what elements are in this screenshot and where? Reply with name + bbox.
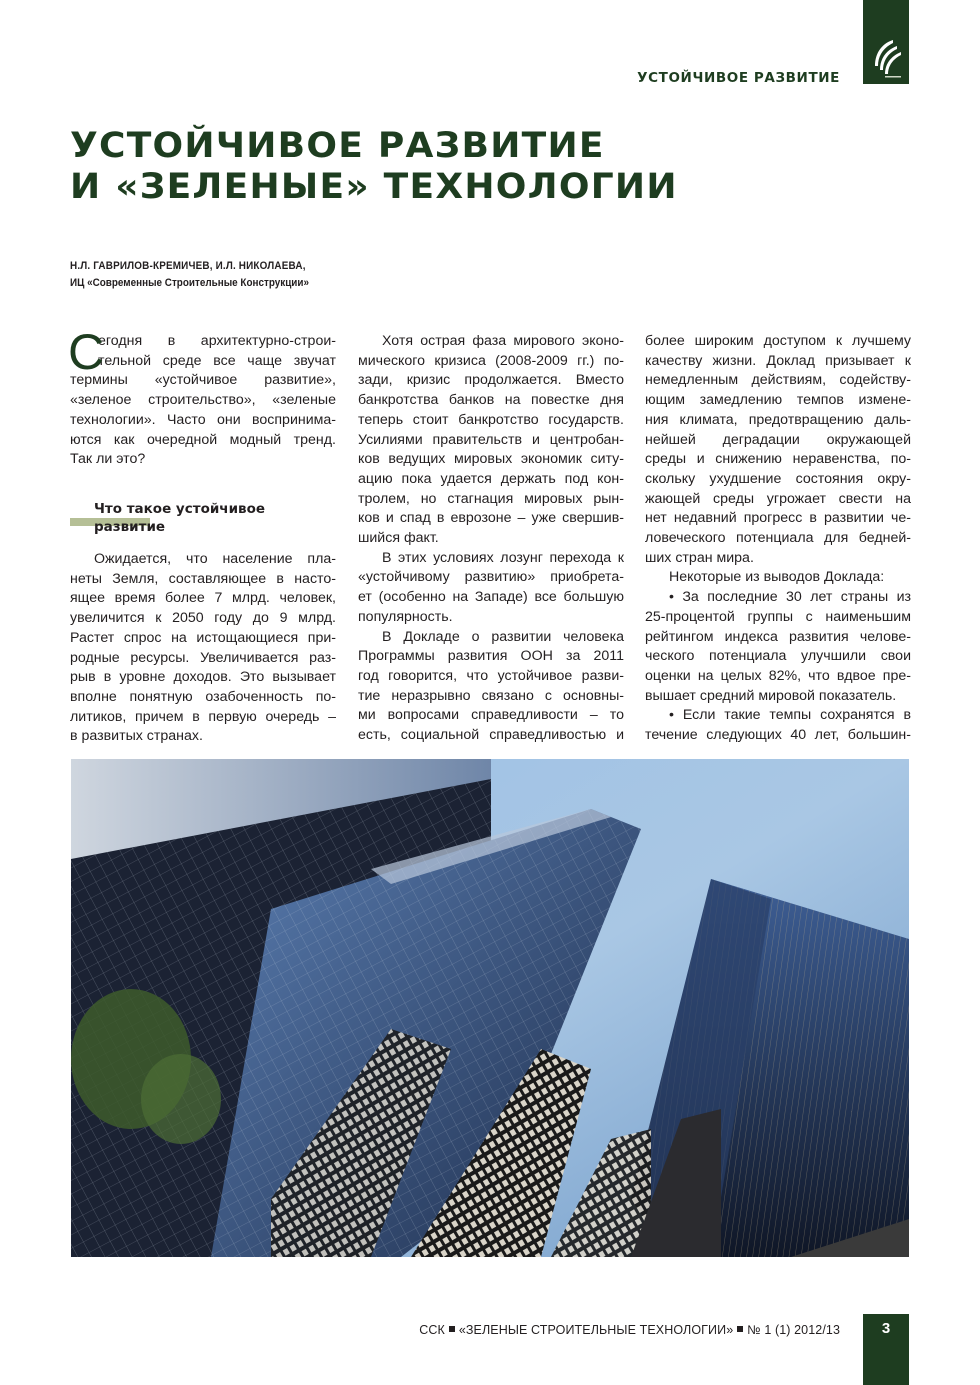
separator-square-icon bbox=[449, 1326, 455, 1332]
text-line: банкротства банков на повестке дня bbox=[358, 392, 624, 409]
text-line: ловеческого потенциала для бедней- bbox=[645, 530, 911, 547]
text-line: Так ли это? bbox=[70, 451, 146, 468]
byline bbox=[70, 258, 309, 292]
text-line: ющим замедлению темпов измене- bbox=[645, 392, 911, 409]
text-line: неты Земля, составляющее в насто- bbox=[70, 570, 336, 587]
separator-square-icon bbox=[737, 1326, 743, 1332]
text-line: технологии». Часто они воспринима- bbox=[70, 411, 336, 428]
text-line: ются как очередной модный тренд. bbox=[70, 431, 336, 448]
text-line: «устойчивому развитию» приобрета- bbox=[358, 569, 624, 586]
subheading bbox=[70, 498, 336, 538]
bullet-line: • Если такие темпы сохранятся в bbox=[669, 707, 911, 724]
text-line: Некоторые из выводов Доклада: bbox=[669, 569, 885, 586]
text-line: Хотя острая фаза мирового эконо- bbox=[382, 333, 624, 349]
text-line: скольку ухудшение состояния окру- bbox=[645, 470, 911, 487]
subheading-line-1: Что такое устойчивое bbox=[94, 501, 265, 517]
text-line: в развитых странах. bbox=[70, 728, 203, 745]
column-1-body bbox=[70, 550, 336, 747]
text-line: течение следующих 40 лет, большин- bbox=[645, 727, 911, 744]
text-line: «зеленое строительство», «зеленые bbox=[70, 392, 336, 409]
intro-paragraph bbox=[68, 324, 336, 470]
text-line: немедленным действиям, содейству- bbox=[645, 372, 911, 389]
text-line: жающей среды угрожает свести на bbox=[645, 490, 911, 507]
text-line: Усилиями правительств и центробан- bbox=[358, 431, 624, 448]
text-line: популярность. bbox=[358, 608, 453, 625]
text-line: нейшей деградации окружающей bbox=[645, 431, 911, 448]
section-tab bbox=[863, 0, 909, 84]
text-line: родные ресурсы. Увеличивается раз- bbox=[70, 649, 336, 666]
text-line: рейтингом индекса развития челове- bbox=[645, 628, 911, 645]
text-line: ческого потенциала улучшили свои bbox=[645, 648, 911, 665]
text-line: В этих условиях лозунг перехода к bbox=[382, 549, 624, 566]
text-line: увеличится к 2050 году до 9 млрд. bbox=[70, 610, 336, 627]
subheading-text bbox=[94, 500, 265, 536]
page-number: 3 bbox=[881, 1320, 891, 1337]
text-line: нет недавний прогресс в развитии че- bbox=[645, 510, 911, 527]
text-line: ящее время более 7 млрд. человек, bbox=[70, 590, 336, 607]
text-line: теперь стоит банкротство государств. bbox=[358, 411, 624, 428]
leaf-wave-logo-icon bbox=[869, 38, 903, 82]
section-label: УСТОЙЧИВОЕ РАЗВИТИЕ bbox=[637, 70, 840, 86]
author-affiliation: ИЦ «Современные Строительные Конструкции» bbox=[70, 277, 309, 289]
footer-publisher: ССК bbox=[419, 1323, 445, 1337]
text-line: Программы развития ООН за 2011 bbox=[358, 648, 624, 665]
title-line-2: И «ЗЕЛЕНЫЕ» ТЕХНОЛОГИИ bbox=[70, 167, 678, 207]
article-title bbox=[70, 126, 678, 208]
text-line: литиков, причем в первую очередь – bbox=[70, 708, 336, 725]
footer-publication-info bbox=[419, 1323, 840, 1337]
text-line: 25-процентой группы с наименьшим bbox=[645, 608, 911, 625]
text-line: тельной среде все чаще звучат bbox=[98, 352, 336, 369]
text-line: ков ведущих мировых экономик ситу- bbox=[358, 451, 624, 468]
column-1-intro bbox=[68, 324, 336, 470]
text-line: ния климата, предотвращению даль- bbox=[645, 411, 911, 428]
text-line: зади, кризис продолжается. Вместо bbox=[358, 372, 624, 389]
text-line: В Докладе о развитии человека bbox=[382, 628, 624, 645]
text-line: ацию пока удается держать под кон- bbox=[358, 470, 624, 487]
text-line: мического кризиса (2008-2009 гг.) по- bbox=[358, 352, 624, 369]
text-line: егодня в архитектурно-строи- bbox=[98, 333, 336, 349]
footer-magazine: «ЗЕЛЕНЫЕ СТРОИТЕЛЬНЫЕ ТЕХНОЛОГИИ» bbox=[458, 1323, 734, 1337]
text-line: тролем, но стагнация мировых рын- bbox=[358, 490, 624, 507]
title-line-1: УСТОЙЧИВОЕ РАЗВИТИЕ bbox=[70, 126, 605, 166]
text-line: рыв в уровне доходов. Это вызывает bbox=[70, 669, 336, 686]
text-line: Растет спрос на истощающиеся при- bbox=[70, 629, 336, 646]
text-line: год говорится, что устойчивое разви- bbox=[358, 667, 624, 684]
text-line: оценки на целых 82%, что вдвое пре- bbox=[645, 667, 911, 684]
column-3 bbox=[645, 332, 911, 746]
bullet-line: • За последние 30 лет страны из bbox=[669, 589, 911, 606]
text-line: вышает средний мировой показатель. bbox=[645, 687, 897, 704]
text-line: тие неразрывно связано с основны- bbox=[358, 687, 624, 704]
text-line: вполне понятную озабоченность по- bbox=[70, 688, 336, 705]
footer-issue: № 1 (1) 2012/13 bbox=[747, 1323, 840, 1337]
text-line: есть, социальной справедливостью и bbox=[358, 727, 624, 744]
text-line: ших стран мира. bbox=[645, 549, 754, 566]
page-number-tab bbox=[863, 1314, 909, 1385]
skyscrapers-photo bbox=[71, 759, 909, 1257]
subheading-line-2: развитие bbox=[94, 519, 166, 535]
text-line: ет (особенно на Западе) все большую bbox=[358, 589, 624, 606]
author-names: Н.Л. ГАВРИЛОВ-КРЕМИЧЕВ, И.Л. НИКОЛАЕВА, bbox=[70, 260, 306, 272]
text-line: среды и снижению неравенства, по- bbox=[645, 451, 911, 468]
text-line: качеству жизни. Доклад призывает к bbox=[645, 352, 911, 369]
drop-cap: С bbox=[68, 324, 105, 380]
column-2 bbox=[358, 332, 624, 746]
text-line: ков и спад в еврозоне – уже свершив- bbox=[358, 510, 624, 527]
text-line: термины «устойчивое развитие», bbox=[70, 372, 336, 389]
text-line: ми вопросами справедливости – то bbox=[358, 707, 624, 724]
text-line: шийся факт. bbox=[358, 530, 439, 547]
text-line: более широким доступом к лучшему bbox=[645, 333, 911, 349]
text-line: Ожидается, что население пла- bbox=[94, 551, 336, 567]
